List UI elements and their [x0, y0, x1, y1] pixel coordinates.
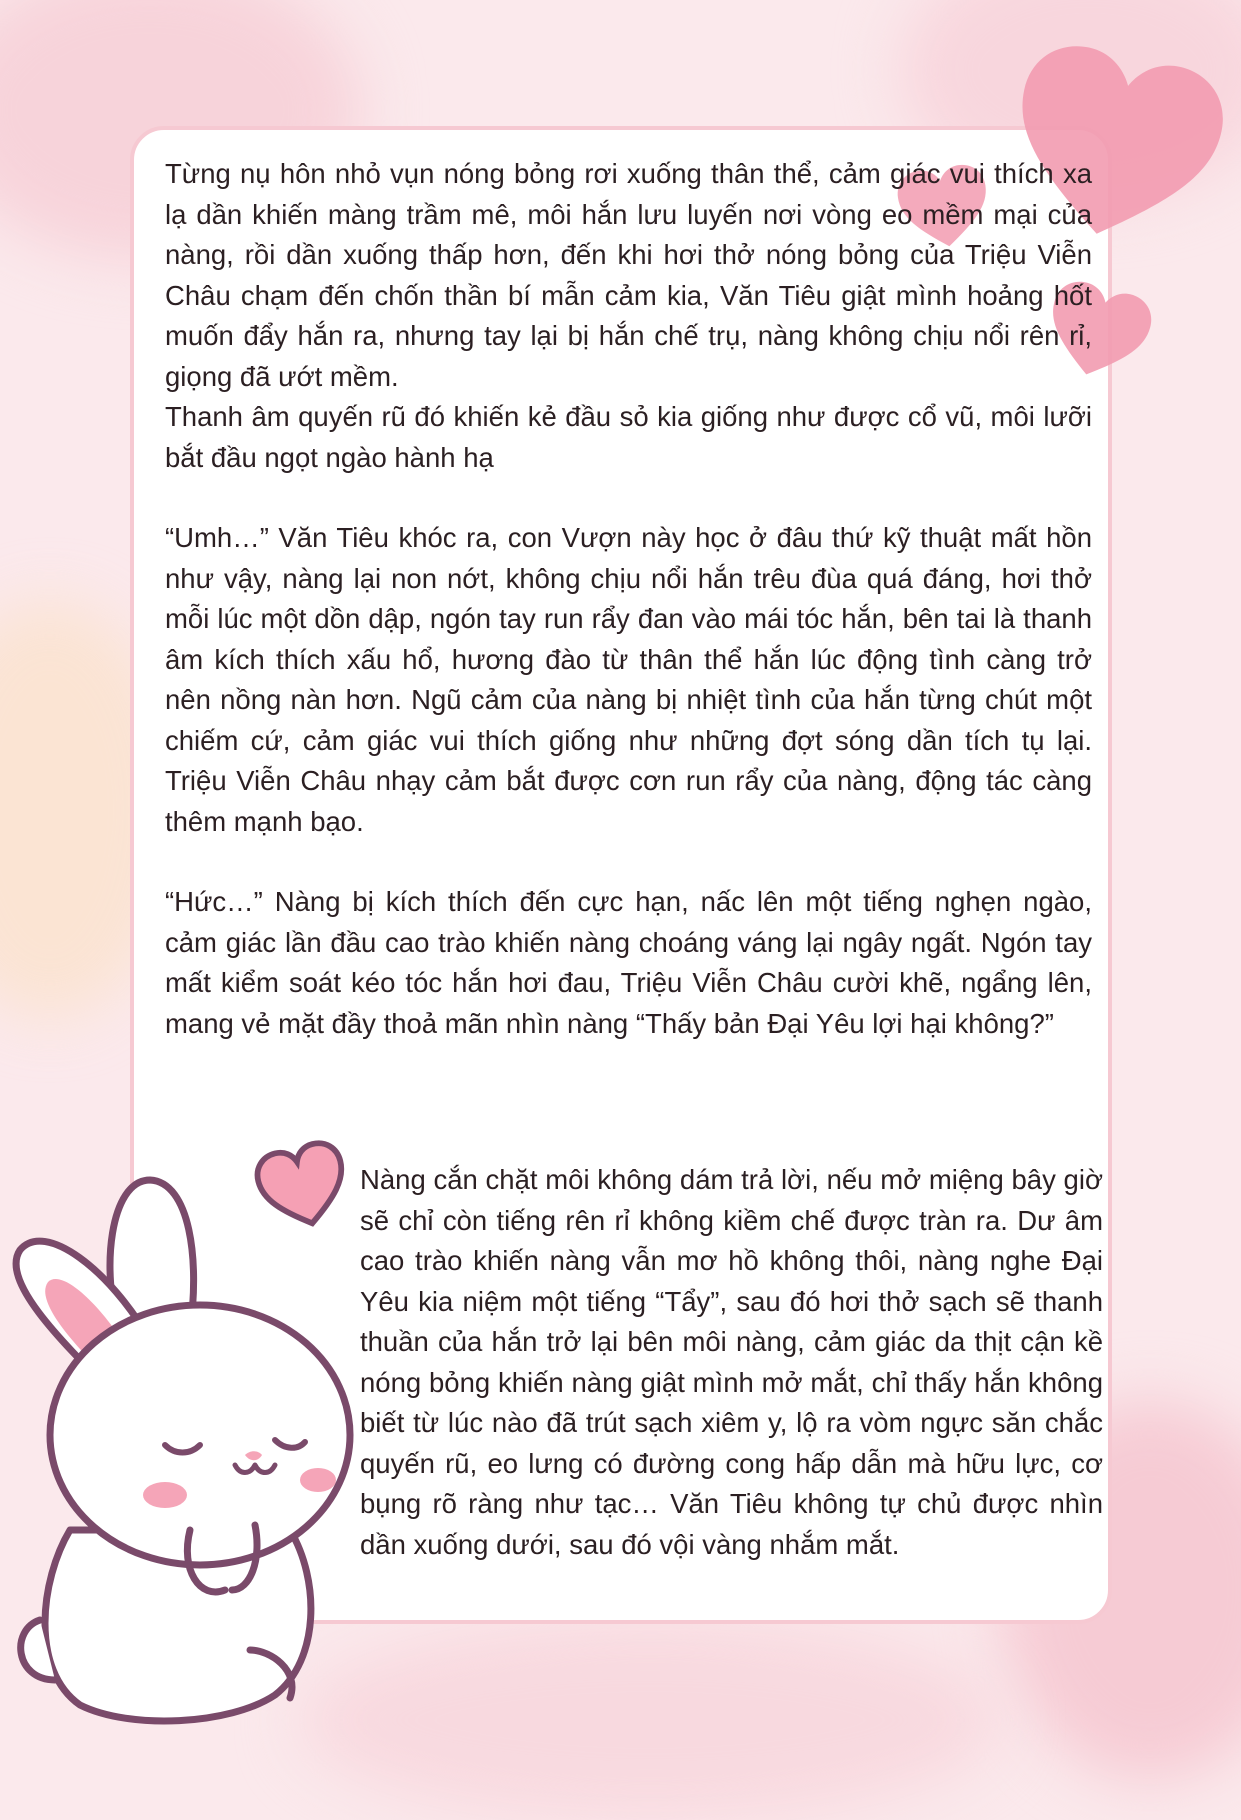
- bg-watercolor-5: [300, 1620, 1000, 1820]
- paragraph: Nàng cắn chặt môi không dám trả lời, nếu mở miệng bây giờ sẽ chỉ còn tiếng rên rỉ không kiềm chế được tràn ra. Dư âm cao trào khiến nàng vẫn mơ hồ không thôi, nàng nghe Đại Yêu kia niệm một tiếng “Tẩy”, sau đó hơi thở sạch sẽ thanh thuần của hắn trở lại bên môi nàng, cảm giác da thịt cận kề nóng bỏng khiến nàng giật mình mở mắt, chỉ thấy hắn không biết từ lúc nào đã trút sạch xiêm y, lộ ra vòm ngực săn chắc quyến rũ, eo lưng có đường cong hấp dẫn mà hữu lực, cơ bụng rõ ràng như tạc… Văn Tiêu không tự chủ được nhìn dần xuống dưới, sau đó vội vàng nhắm mắt.: [360, 1164, 1103, 1560]
- paragraph: “Umh…” Văn Tiêu khóc ra, con Vượn này học ở đâu thứ kỹ thuật mất hồn như vậy, nàng lại non nớt, không chịu nổi hắn trêu đùa quá đáng, hơi thở mỗi lúc một dồn dập, ngón tay run rẩy đan vào mái tóc hắn, bên tai là thanh âm kích thích xấu hổ, hương đào từ thân thể hắn lúc động tình càng trở nên nồng nàn hơn. Ngũ cảm của nàng bị nhiệt tình của hắn từng chút một chiếm cứ, cảm giác vui thích giống như những đợt sóng dần tích tụ lại. Triệu Viễn Châu nhạy cảm bắt được cơn run rẩy của nàng, động tác càng thêm mạnh bạo.: [165, 522, 1092, 837]
- paragraph: Từng nụ hôn nhỏ vụn nóng bỏng rơi xuống thân thể, cảm giác vui thích xa lạ dần khiến màng trầm mê, môi hắn lưu luyến nơi vòng eo mềm mại của nàng, rồi dần xuống thấp hơn, đến khi hơi thở nóng bỏng của Triệu Viễn Châu chạm đến chốn thần bí mẫn cảm kia, Văn Tiêu giật mình hoảng hốt muốn đẩy hắn ra, nhưng tay lại bị hắn chế trụ, nàng không chịu nổi rên rỉ, giọng đã ướt mềm.: [165, 158, 1092, 392]
- story-text-top: [165, 154, 1092, 1044]
- paragraph: Thanh âm quyến rũ đó khiến kẻ đầu sỏ kia giống như được cổ vũ, môi lưỡi bắt đầu ngọt ngào hành hạ: [165, 401, 1092, 473]
- story-text-bottom: [360, 1160, 1103, 1565]
- paragraph: “Hức…” Nàng bị kích thích đến cực hạn, nấc lên một tiếng nghẹn ngào, cảm giác lần đầu cao trào khiến nàng choáng váng lại ngây ngất. Ngón tay mất kiểm soát kéo tóc hắn hơi đau, Triệu Viễn Châu cười khẽ, ngẩng lên, mang vẻ mặt đầy thoả mãn nhìn nàng “Thấy bản Đại Yêu lợi hại không?”: [165, 886, 1092, 1039]
- bunny-illustration: [0, 1150, 350, 1730]
